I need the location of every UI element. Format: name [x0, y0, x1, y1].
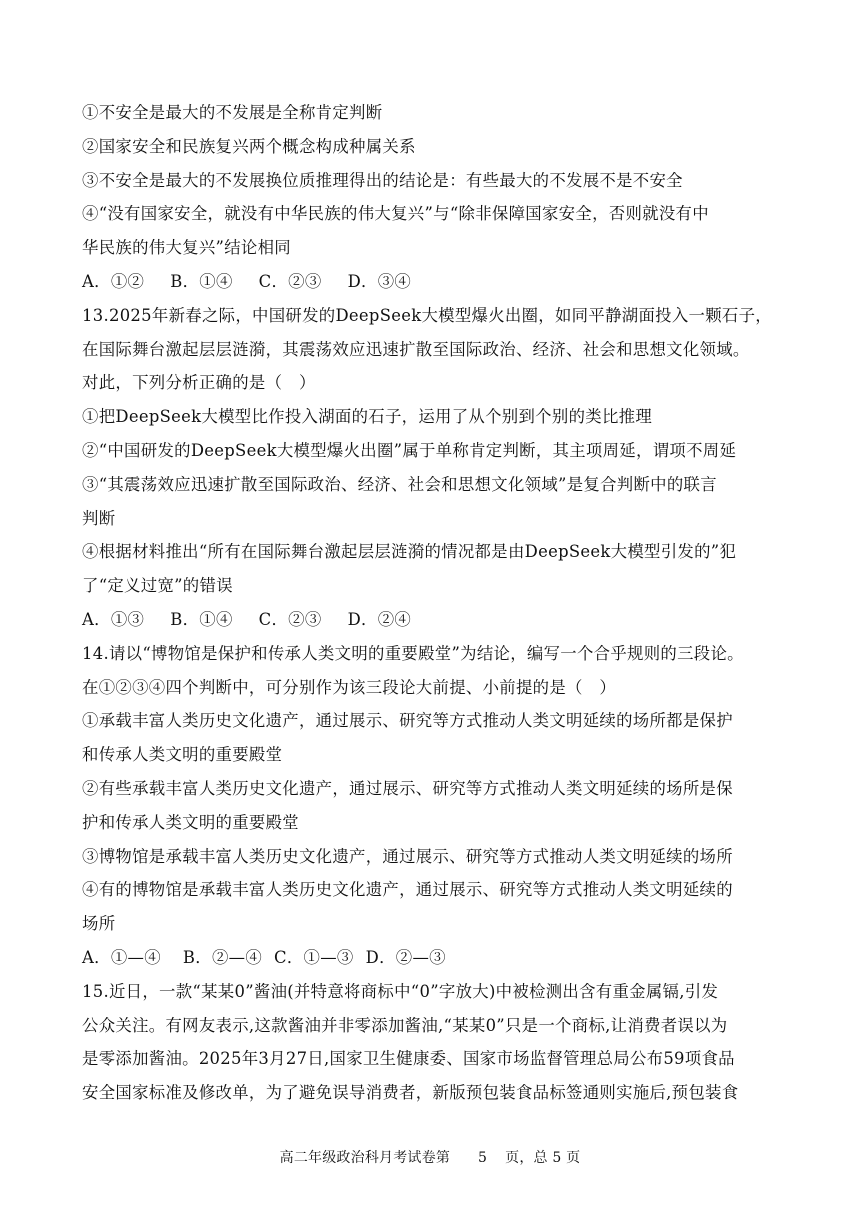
q14-statement-4-cont: 场所 [82, 914, 116, 934]
q13-stem-3: 对此，下列分析正确的是（ ） [82, 373, 316, 393]
q13-statement-2: ②“中国研发的DeepSeek大模型爆火出圈”属于单称肯定判断，其主项周延，谓项不周延 [82, 440, 737, 460]
q15-stem-2: 公众关注。有网友表示,这款酱油并非零添加酱油,“某某0”只是一个商标,让消费者误以为 [82, 1015, 728, 1035]
q15-stem-4: 安全国家标准及修改单，为了避免误导消费者，新版预包装食品标签通则实施后,预包装食 [82, 1083, 739, 1103]
q15-stem-1: 15.近日，一款“某某0”酱油(并特意将商标中“0”字放大)中被检测出含有重金属镉,引发 [82, 981, 719, 1001]
q13-statement-3: ③“其震荡效应迅速扩散至国际政治、经济、社会和思想文化领域”是复合判断中的联言 [82, 474, 717, 494]
q13-statement-3-cont: 判断 [82, 508, 116, 528]
q13-option-c: C．②③ [258, 609, 322, 629]
q12-option-b: B．①④ [170, 271, 233, 291]
q14-statement-1: ①承载丰富人类历史文化遗产，通过展示、研究等方式推动人类文明延续的场所都是保护 [82, 711, 733, 731]
q14-statement-2: ②有些承载丰富人类历史文化遗产，通过展示、研究等方式推动人类文明延续的场所是保 [82, 778, 733, 798]
question-15-block [82, 975, 778, 1110]
q14-statement-4: ④有的博物馆是承载丰富人类历史文化遗产，通过展示、研究等方式推动人类文明延续的 [82, 880, 733, 900]
q13-statement-4: ④根据材料推出“所有在国际舞台激起层层涟漪的情况都是由DeepSeek大模型引发的”犯 [82, 542, 737, 562]
q13-option-d: D．②④ [347, 609, 412, 629]
q12-statement-1: ①不安全是最大的不发展是全称肯定判断 [82, 103, 383, 122]
q14-stem-1: 14.请以“博物馆是保护和传承人类文明的重要殿堂”为结论，编写一个合乎规则的三段论。 [82, 643, 744, 663]
q12-statement-4-cont: 华民族的伟大复兴”结论相同 [82, 238, 291, 258]
footer-page-number: 5 [478, 1150, 488, 1166]
q14-options [82, 941, 778, 975]
q13-stem-2: 在国际舞台激起层层涟漪，其震荡效应迅速扩散至国际政治、经济、社会和思想文化领域。 [82, 339, 750, 359]
q14-stem-2: 在①②③④四个判断中，可分别作为该三段论大前提、小前提的是（ ） [82, 677, 617, 697]
q13-stem-1: 13.2025年新春之际，中国研发的DeepSeek大模型爆火出圈，如同平静湖面投入一颗石子， [82, 305, 772, 325]
q14-option-a: A．①—④ [82, 947, 161, 967]
page-footer [0, 1147, 860, 1167]
q14-option-c: C．①—③ [274, 947, 354, 967]
q15-stem-3: 是零添加酱油。2025年3月27日,国家卫生健康委、国家市场监督管理总局公布59项食品 [82, 1049, 735, 1069]
q14-option-b: B．②—④ [182, 947, 263, 967]
exam-content [82, 96, 778, 1110]
q14-statement-3: ③博物馆是承载丰富人类历史文化遗产，通过展示、研究等方式推动人类文明延续的场所 [82, 846, 733, 866]
q13-options [82, 603, 778, 637]
q12-option-a: A．①② [82, 271, 145, 291]
q14-option-d: D．②—③ [365, 947, 446, 967]
q12-statement-4: ④“没有国家安全，就没有中华民族的伟大复兴”与“除非保障国家安全，否则就没有中 [82, 204, 709, 224]
footer-exam-title: 高二年级政治科月考试卷第 [279, 1150, 451, 1166]
q12-option-d: D．③④ [347, 271, 412, 291]
q13-statement-1: ①把DeepSeek大模型比作投入湖面的石子，运用了从个别到个别的类比推理 [82, 407, 653, 427]
q12-option-c: C．②③ [258, 271, 322, 291]
q12-statement-2: ②国家安全和民族复兴两个概念构成种属关系 [82, 136, 416, 156]
q13-option-a: A．①③ [82, 609, 145, 629]
question-14-block [82, 637, 778, 975]
q13-option-b: B．①④ [170, 609, 233, 629]
question-13-block [82, 299, 778, 637]
q12-options [82, 265, 778, 299]
q14-statement-1-cont: 和传承人类文明的重要殿堂 [82, 745, 283, 765]
footer-page-total: 页，总 5 页 [505, 1150, 581, 1166]
q14-statement-2-cont: 护和传承人类文明的重要殿堂 [82, 812, 299, 832]
q12-statement-3: ③不安全是最大的不发展换位质推理得出的结论是：有些最大的不发展不是不安全 [82, 170, 683, 190]
question-12-block [82, 96, 778, 299]
q13-statement-4-cont: 了“定义过宽”的错误 [82, 576, 233, 596]
